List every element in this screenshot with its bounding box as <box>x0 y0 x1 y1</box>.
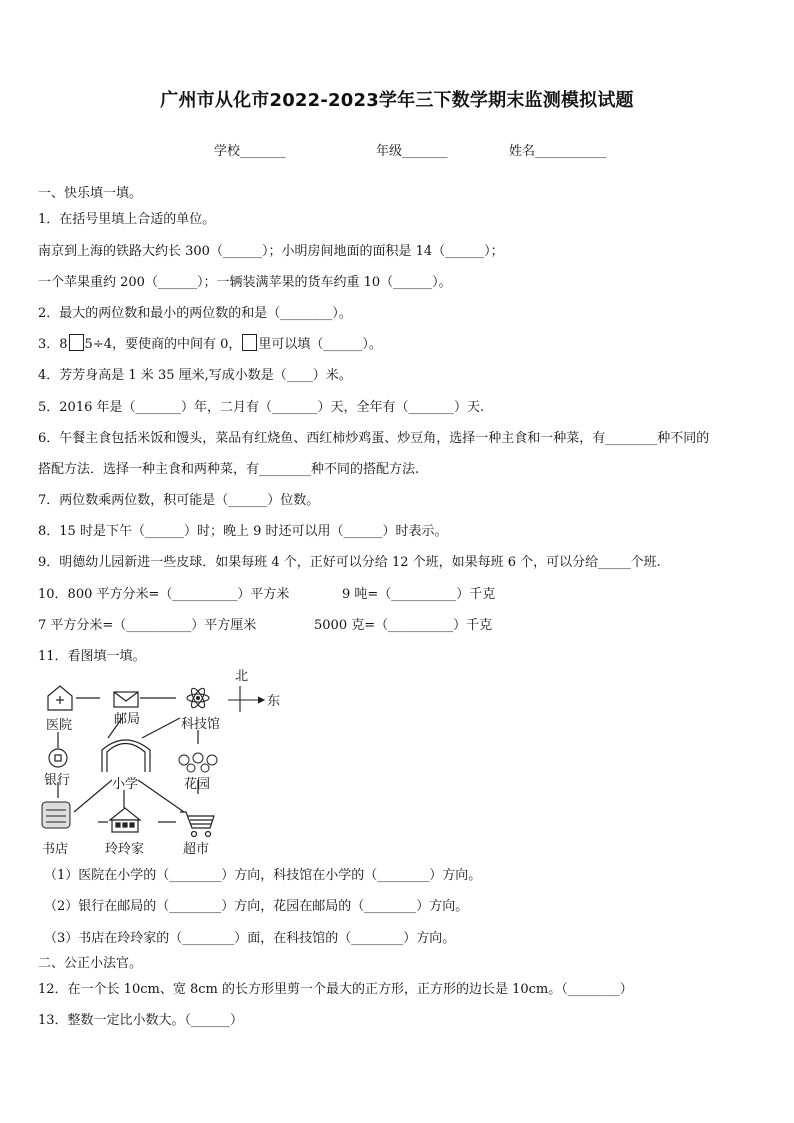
question-4: 4．芳芳身高是 1 米 35 厘米,写成小数是（____）米。 <box>38 368 352 383</box>
bank-icon <box>49 749 67 767</box>
question-10-a: 10．800 平方分米=（__________）平方米 <box>38 587 290 602</box>
section-2-heading: 二、公正小法官。 <box>38 956 143 971</box>
compass-icon <box>228 686 264 712</box>
question-6-line-a: 6．午餐主食包括米饭和馒头，菜品有红烧鱼、西红柿炒鸡蛋、炒豆角，选择一种主食和一种菜，有________种不同的 <box>38 431 710 446</box>
map-label-science-museum: 科技馆 <box>181 717 221 732</box>
question-11-part-1: （1）医院在小学的（________）方向，科技馆在小学的（________）方向。 <box>44 868 482 883</box>
question-1-line-b: 一个苹果重约 200（______）；一辆装满苹果的货车约重 10（______）。 <box>38 275 452 290</box>
school-field[interactable]: 学校_______ <box>214 144 286 159</box>
question-12: 12．在一个长 10cm、宽 8cm 的长方形里剪一个最大的正方形，正方形的边长是 10cm。（________） <box>38 982 633 997</box>
map-label-bank: 银行 <box>44 773 71 788</box>
gate-icon <box>102 740 150 772</box>
map-label-hospital: 医院 <box>46 718 73 733</box>
question-13: 13．整数一定比小数大。（______） <box>38 1013 244 1028</box>
question-6-line-b: 搭配方法．选择一种主食和两种菜，有________种不同的搭配方法. <box>38 462 420 477</box>
envelope-icon <box>114 692 138 707</box>
atom-icon <box>187 686 209 709</box>
question-10-c: 7 平方分米=（__________）平方厘米 <box>38 618 257 633</box>
question-3-part-b: 5÷4，要使商的中间有 0， <box>84 337 242 352</box>
flower-icon <box>179 753 217 772</box>
grade-field[interactable]: 年级_______ <box>376 144 448 159</box>
question-3-part-a: 3．8 <box>38 337 68 352</box>
question-11-part-2: （2）银行在邮局的（________）方向，花园在邮局的（________）方向。 <box>44 899 469 914</box>
question-3-part-c: 里可以填（______）。 <box>258 337 382 352</box>
question-5: 5．2016 年是（_______）年，二月有（_______）天，全年有（_______）天. <box>38 400 485 415</box>
house-icon <box>110 808 140 832</box>
question-2: 2．最大的两位数和最小的两位数的和是（________）。 <box>38 306 352 321</box>
map-label-north: 北 <box>235 669 249 684</box>
question-1: 1．在括号里填上合适的单位。 <box>38 212 216 227</box>
question-10-b: 9 吨=（__________）千克 <box>342 587 496 602</box>
question-7: 7．两位数乘两位数，积可能是（______）位数。 <box>38 493 320 508</box>
section-1-heading: 一、快乐填一填。 <box>38 186 143 201</box>
map-label-east: 东 <box>267 694 281 709</box>
question-11-part-3: （3）书店在玲玲家的（________）面，在科技馆的（________）方向。 <box>44 931 456 946</box>
direction-map <box>30 662 300 858</box>
map-label-bookstore: 书店 <box>42 842 69 857</box>
question-3 <box>38 333 382 352</box>
question-1-line-a: 南京到上海的铁路大约长 300（______）；小明房间地面的面积是 14（______）； <box>38 244 504 259</box>
map-label-linglings-home: 玲玲家 <box>105 842 145 857</box>
question-9: 9．明德幼儿园新进一些皮球．如果每班 4 个，正好可以分给 12 个班，如果每班 6 个，可以分给_____个班. <box>38 555 661 570</box>
page-title: 广州市从化市2022-2023学年三下数学期末监测模拟试题 <box>160 90 634 111</box>
map-label-post-office: 邮局 <box>114 712 141 727</box>
name-field[interactable]: 姓名___________ <box>509 144 607 159</box>
blank-box-icon <box>242 334 257 351</box>
blank-box-icon <box>69 334 84 351</box>
question-8: 8．15 时是下午（______）时；晚上 9 时还可以用（______）时表示。 <box>38 524 448 539</box>
hospital-icon <box>48 686 72 710</box>
map-label-garden: 花园 <box>184 777 211 792</box>
shopping-cart-icon <box>180 812 214 837</box>
map-label-school: 小学 <box>112 777 139 792</box>
question-10-d: 5000 克=（__________）千克 <box>314 618 493 633</box>
question-11: 11．看图填一填。 <box>38 649 146 664</box>
map-label-supermarket: 超市 <box>183 842 210 857</box>
bookstore-icon <box>42 802 70 828</box>
